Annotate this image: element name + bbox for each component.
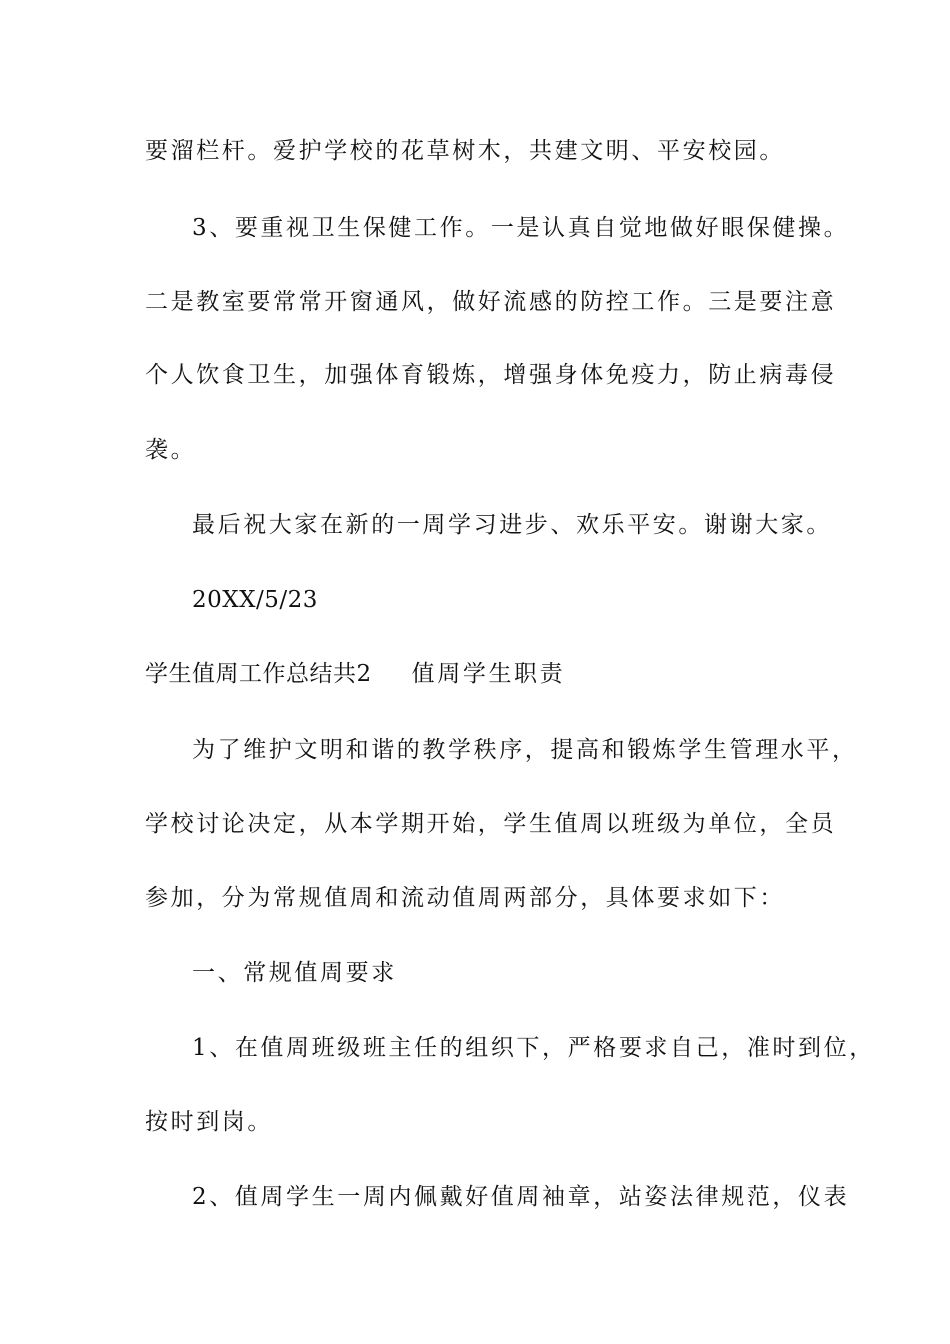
section-heading [145, 659, 565, 689]
paragraph-line: 要溜栏杆。爱护学校的花草树木，共建文明、平安校园。 [145, 138, 785, 164]
paragraph-line: 参加，分为常规值周和流动值周两部分，具体要求如下： [145, 885, 785, 911]
paragraph-line: 袭。 [145, 437, 197, 463]
paragraph-line: 个人饮食卫生，加强体育锻炼，增强身体免疫力，防止病毒侵 [145, 362, 837, 388]
heading-subtitle: 值周学生职责 [411, 661, 566, 687]
paragraph-line: 二是教室要常常开窗通风，做好流感的防控工作。三是要注意 [145, 289, 837, 315]
paragraph-line: 学校讨论决定，从本学期开始，学生值周以班级为单位，全员 [145, 811, 837, 837]
paragraph-line: 2、值周学生一周内佩戴好值周袖章，站姿法律规范，仪表 [192, 1184, 850, 1210]
paragraph-line: 最后祝大家在新的一周学习进步、欢乐平安。谢谢大家。 [192, 512, 832, 538]
paragraph-line: 按时到岗。 [145, 1109, 273, 1135]
subheading-line: 一、常规值周要求 [192, 960, 397, 986]
heading-title: 学生值周工作总结共2 [145, 661, 372, 687]
paragraph-line: 3、要重视卫生保健工作。一是认真自觉地做好眼保健操。 [192, 215, 850, 241]
paragraph-line: 1、在值周班级班主任的组织下，严格要求自己，准时到位， [192, 1035, 875, 1061]
date-line: 20XX/5/23 [192, 587, 318, 613]
paragraph-line: 为了维护文明和谐的教学秩序，提高和锻炼学生管理水平， [192, 737, 858, 763]
